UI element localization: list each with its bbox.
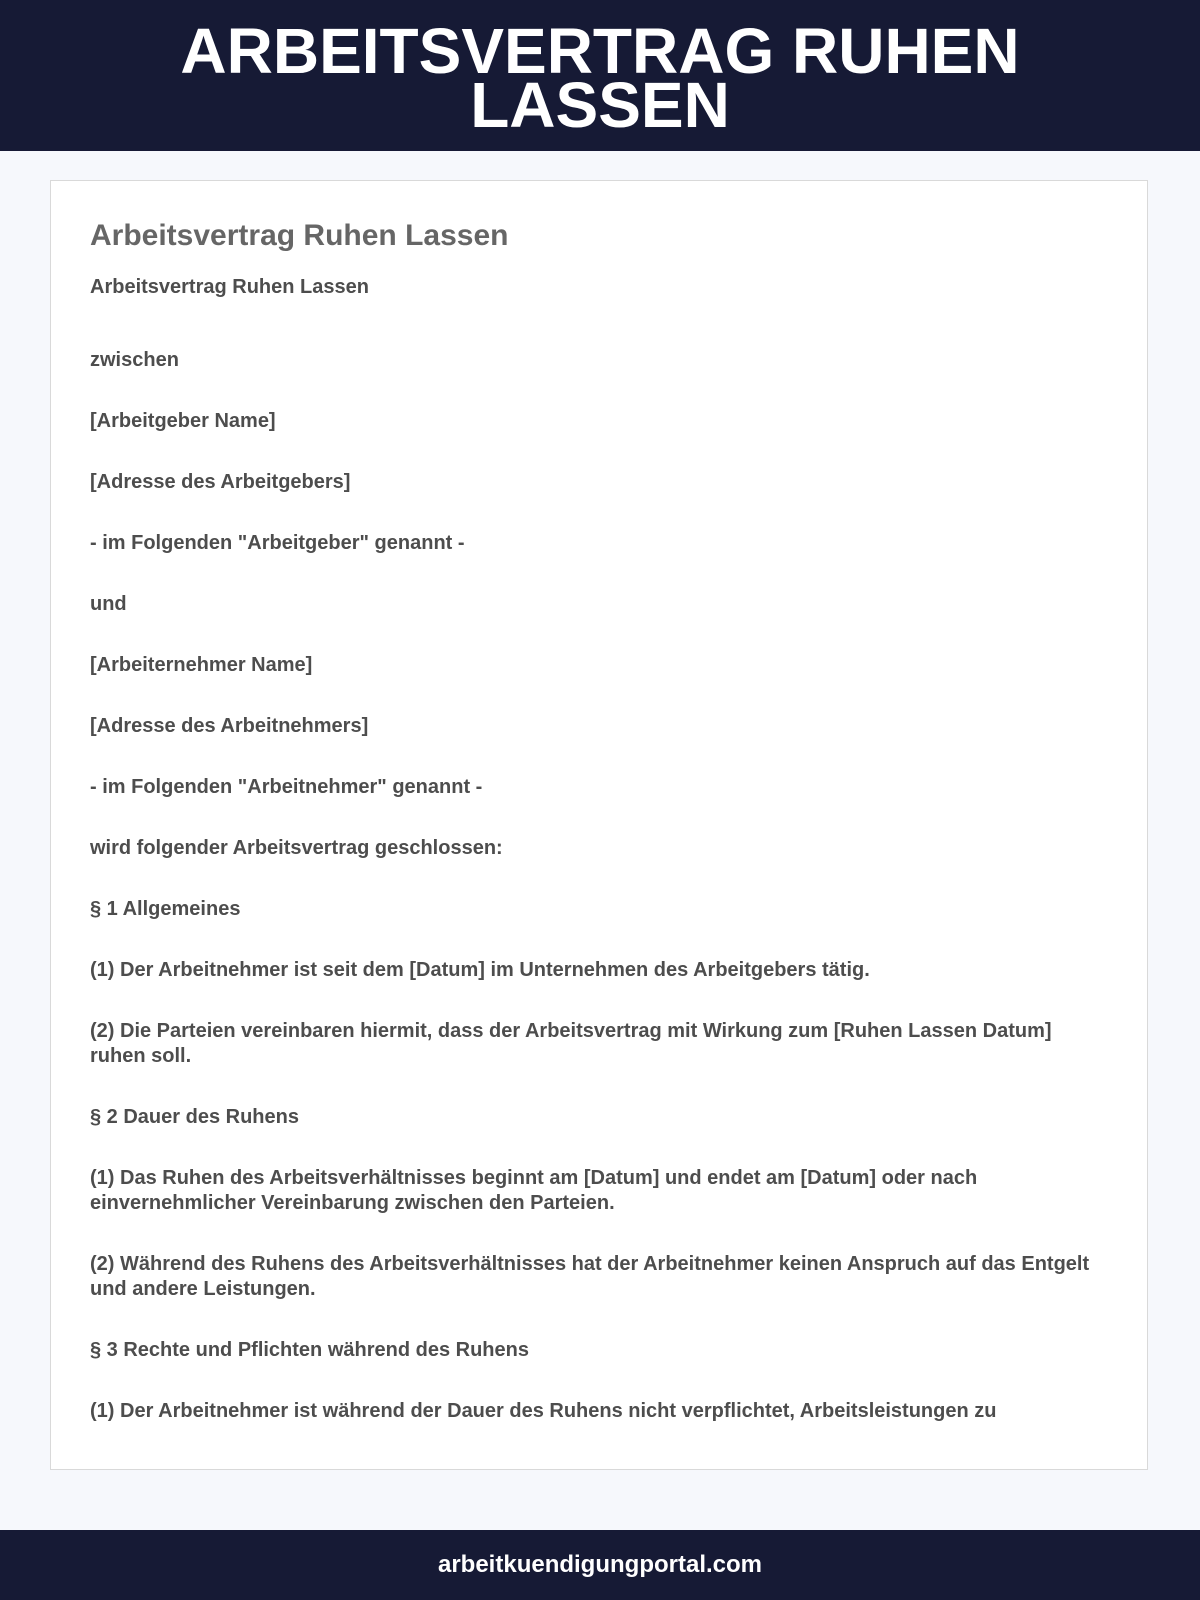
document-paragraph: [Adresse des Arbeitgebers] <box>90 471 351 493</box>
document-paragraph: wird folgender Arbeitsvertrag geschlossen: <box>90 837 503 859</box>
document-paragraph: und <box>90 593 127 615</box>
document-paragraph: (1) Der Arbeitnehmer ist während der Dauer des Ruhens nicht verpflichtet, Arbeitsleistungen zu <box>90 1400 997 1422</box>
document-paragraph: (1) Der Arbeitnehmer ist seit dem [Datum] im Unternehmen des Arbeitgebers tätig. <box>90 959 870 981</box>
document-subtitle: Arbeitsvertrag Ruhen Lassen <box>90 276 369 298</box>
document-paragraph: [Arbeiternehmer Name] <box>90 654 313 676</box>
section-heading: § 1 Allgemeines <box>90 898 241 920</box>
document-paragraph: [Adresse des Arbeitnehmers] <box>90 715 369 737</box>
document-paragraph: - im Folgenden "Arbeitgeber" genannt - <box>90 532 465 554</box>
document-paragraph: (2) Während des Ruhens des Arbeitsverhältnisses hat der Arbeitnehmer keinen Anspruch auf das Entgelt und andere Leistungen. <box>90 1253 1090 1300</box>
document-content <box>90 217 1100 1460</box>
document-paragraph: - im Folgenden "Arbeitnehmer" genannt - <box>90 776 483 798</box>
footer-site-name: arbeitkuendigungportal.com <box>437 1551 763 1578</box>
document-card <box>50 180 1148 1470</box>
page-footer <box>0 1530 1200 1600</box>
document-paragraph: [Arbeitgeber Name] <box>90 410 276 432</box>
page-title: ARBEITSVERTRAG RUHEN LASSEN <box>180 14 1020 141</box>
document-title: Arbeitsvertrag Ruhen Lassen <box>90 219 509 252</box>
document-paragraph: (1) Das Ruhen des Arbeitsverhältnisses beginnt am [Datum] und endet am [Datum] oder nach einvernehmlicher Vereinbarung zwischen den Parteien. <box>90 1167 978 1214</box>
section-heading: § 2 Dauer des Ruhens <box>90 1106 299 1128</box>
section-heading: § 3 Rechte und Pflichten während des Ruhens <box>90 1339 529 1361</box>
page-header <box>0 0 1200 151</box>
document-paragraph: zwischen <box>90 349 179 371</box>
document-paragraph: (2) Die Parteien vereinbaren hiermit, dass der Arbeitsvertrag mit Wirkung zum [Ruhen Lassen Datum] ruhen soll. <box>90 1020 1052 1067</box>
document-body <box>90 348 1100 1424</box>
